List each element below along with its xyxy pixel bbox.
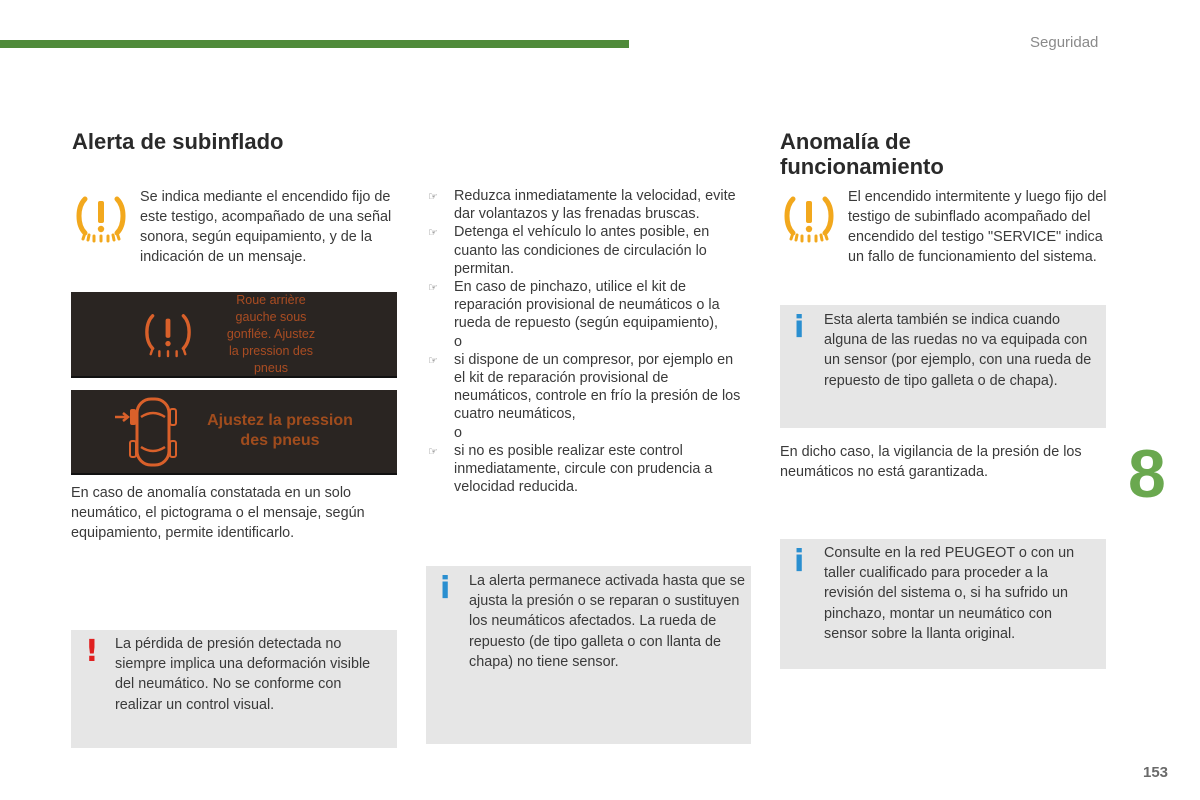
chapter-number: 8 — [1128, 436, 1166, 512]
underinflation-description: Se indica mediante el encendido fijo de este testigo, acompañado de una señal sonora, según equipamiento, y de la indicación de un mensaje. — [140, 189, 392, 265]
warning-note-box — [71, 630, 397, 748]
list-item-text: Reduzca inmediatamente la velocidad, evite dar volantazos y las frenadas bruscas. — [454, 188, 736, 223]
screen1-message — [206, 292, 336, 377]
header-accent-bar — [0, 40, 629, 48]
info-note-text: La alerta permanece activada hasta que se ajusta la presión o se reparan o sustituyen los neumáticos afectados. La rueda de repuesto (de tipo galleta o con llanta de chapa) no tiene sensor. — [469, 573, 746, 670]
section-label: Seguridad — [1030, 34, 1099, 51]
list-item-text: o — [454, 333, 463, 350]
info-icon: i — [794, 310, 805, 345]
title-line: funcionamiento — [780, 154, 944, 179]
list-item — [426, 351, 748, 424]
screen-line: gauche sous — [235, 310, 307, 324]
screen-line: des pneus — [240, 432, 320, 449]
info-note-box — [780, 539, 1106, 669]
warning-note-text: La pérdida de presión detectada no siempre implica una deformación visible del neumático. No se conforme con realizar un control visual. — [115, 636, 371, 713]
list-item-text: si dispone de un compresor, por ejemplo en el kit de reparación provisional de neumáticos, controle en frío la presión de los cuatro neumáticos, — [454, 351, 741, 423]
monitoring-not-guaranteed-text: En dicho caso, la vigilancia de la presión de los neumáticos no está garantizada. — [780, 444, 1082, 480]
car-top-view-icon — [113, 395, 195, 469]
screen-line: la pression des — [228, 344, 314, 358]
section-title-malfunction — [780, 129, 944, 179]
pointing-hand-icon: ☞ — [428, 354, 438, 367]
list-item — [426, 442, 748, 497]
section-title-underinflation: Alerta de subinflado — [72, 129, 284, 154]
list-item-text: Detenga el vehículo lo antes posible, en cuanto las condiciones de circulación lo permitan. — [454, 224, 710, 277]
screen-line: Roue arrière — [236, 293, 306, 307]
list-item — [426, 424, 748, 442]
list-item — [426, 278, 748, 333]
list-item-text: En caso de pinchazo, utilice el kit de reparación provisional de neumáticos o la rueda de repuesto (según equipamiento), — [454, 279, 720, 332]
malfunction-description: El encendido intermitente y luego fijo del testigo de subinflado acompañado del encendido del testigo "SERVICE" indica un fallo de funcionamiento del sistema. — [848, 189, 1107, 265]
display-screen-message-1 — [71, 292, 397, 378]
tire-pressure-warning-icon — [143, 310, 193, 358]
list-item — [426, 333, 748, 351]
screen-line: Ajustez la pression — [207, 412, 353, 429]
action-steps-list — [426, 187, 748, 496]
pointing-hand-icon: ☞ — [428, 445, 438, 458]
info-note-box — [780, 305, 1106, 428]
screen-line: pneus — [253, 361, 289, 375]
list-item — [426, 223, 748, 278]
title-line: Anomalía de — [780, 129, 911, 154]
exclamation-icon: ! — [85, 634, 99, 669]
info-note-text: Consulte en la red PEUGEOT o con un taller cualificado para proceder a la revisión del sistema o, si ha sufrido un pinchazo, montar un neumático con sensor sobre la llanta original. — [824, 545, 1075, 642]
pointing-hand-icon: ☞ — [428, 227, 438, 240]
info-note-text: Esta alerta también se indica cuando alguna de las ruedas no va equipada con un sensor (por ejemplo, con una rueda de repuesto de tipo galleta o de chapa). — [824, 312, 1092, 389]
screen2-message — [195, 411, 365, 451]
info-icon: i — [440, 571, 451, 606]
info-note-box — [426, 566, 751, 744]
anomaly-identification-text: En caso de anomalía constatada en un solo neumático, el pictograma o el mensaje, según equipamiento, permite identificarlo. — [71, 485, 365, 541]
info-icon: i — [794, 544, 805, 579]
pointing-hand-icon: ☞ — [428, 191, 438, 203]
screen-line: gonflée. Ajustez — [226, 327, 316, 341]
pointing-hand-icon: ☞ — [428, 282, 438, 295]
list-item-text: o — [454, 424, 463, 441]
list-item-text: si no es posible realizar este control inmediatamente, circule con prudencia a velocidad reducida. — [454, 442, 713, 496]
page-number: 153 — [1143, 764, 1169, 781]
list-item — [426, 187, 748, 223]
tire-pressure-warning-icon — [783, 193, 835, 243]
tire-pressure-warning-icon — [75, 193, 127, 243]
display-screen-message-2 — [71, 390, 397, 475]
